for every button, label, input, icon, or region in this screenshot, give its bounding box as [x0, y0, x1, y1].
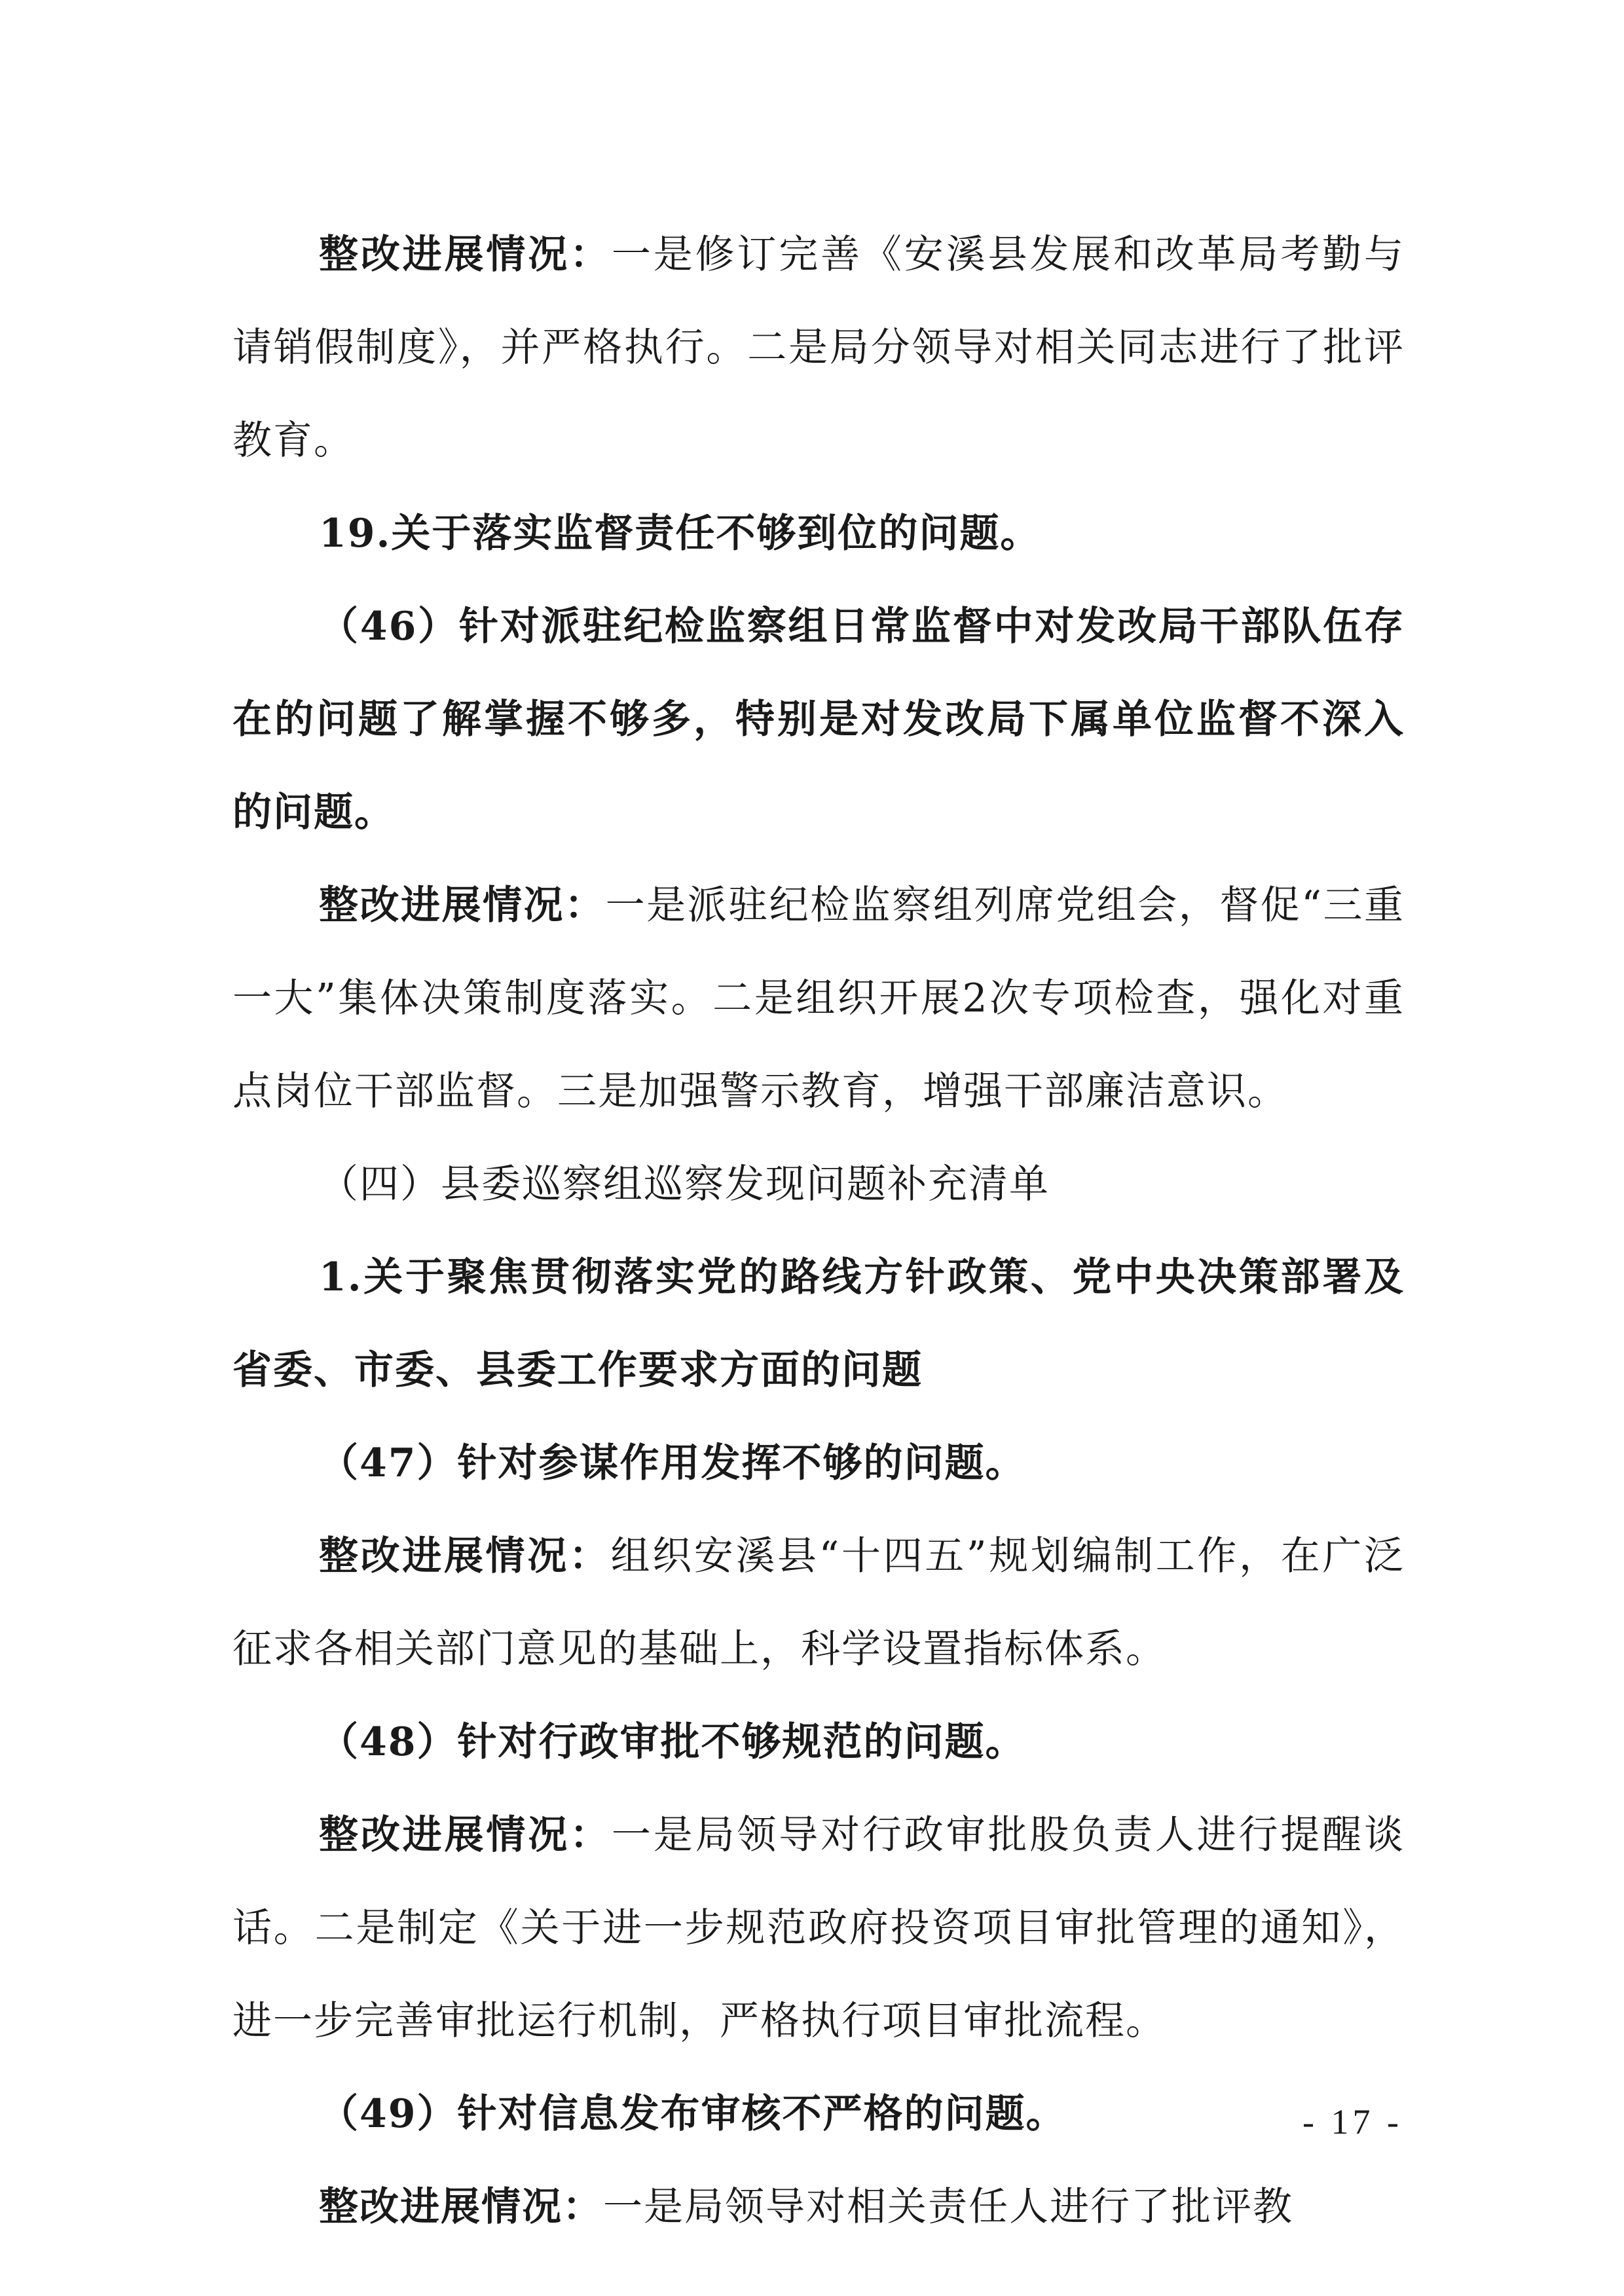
page-number: - 17 -: [1302, 2102, 1403, 2141]
issue-heading-46: [232, 580, 1405, 859]
paragraph-text: （四）县委巡察组巡察发现问题补充清单: [319, 1161, 1050, 1207]
paragraph-p12: [232, 2160, 1405, 2253]
paragraph-text: （49）针对信息发布审核不严格的问题。: [319, 2091, 1067, 2137]
paragraph-text: 19.关于落实监督责任不够到位的问题。: [319, 511, 1041, 556]
paragraph-text: （46）针对派驻纪检监察组日常监督中对发改局干部队伍存在的问题了解掌握不够多，特别是对发改局下属单位监督不深入的问题。: [232, 604, 1405, 835]
progress-lead-label: 整改进展情况：: [319, 1812, 612, 1858]
progress-lead-label: 整改进展情况：: [319, 232, 612, 278]
paragraph-text: 1.关于聚焦贯彻落实党的路线方针政策、党中央决策部署及省委、市委、县委工作要求方面的问题: [232, 1254, 1405, 1393]
paragraph-text: （48）针对行政审批不够规范的问题。: [319, 1719, 1026, 1765]
progress-lead-label: 整改进展情况：: [319, 2184, 603, 2230]
progress-lead-label: 整改进展情况：: [319, 883, 606, 928]
paragraph-text: 组织安溪县“十四五”规划编制工作，在广泛征求各相关部门意见的基础上，科学设置指标体系。: [232, 1533, 1405, 1672]
issue-heading-49: [232, 2068, 1405, 2160]
paragraph-p1: [232, 208, 1405, 487]
issue-heading-47: [232, 1417, 1405, 1510]
section-heading-19: [232, 487, 1405, 580]
paragraph-text: 一是局领导对相关责任人进行了批评教: [603, 2184, 1293, 2230]
paragraph-text: 一是修订完善《安溪县发展和改革局考勤与请销假制度》，并严格执行。二是局分领导对相关同志进行了批评教育。: [232, 232, 1405, 464]
paragraph-text: 一是派驻纪检监察组列席党组会，督促“三重一大”集体决策制度落实。二是组织开展2次专项检查，强化对重点岗位干部监督。三是加强警示教育，增强干部廉洁意识。: [232, 883, 1405, 1114]
subsection-title-four: [232, 1138, 1405, 1231]
paragraph-text: （47）针对参谋作用发挥不够的问题。: [319, 1440, 1026, 1486]
paragraph-text: 一是局领导对行政审批股负责人进行提醒谈话。二是制定《关于进一步规范政府投资项目审批管理的通知》，进一步完善审批运行机制，严格执行项目审批流程。: [232, 1812, 1405, 2044]
paragraph-p4: [232, 859, 1405, 1138]
progress-lead-label: 整改进展情况：: [319, 1533, 611, 1579]
document-body: [232, 208, 1405, 2253]
paragraph-p10: [232, 1789, 1405, 2068]
section-heading-1: [232, 1231, 1405, 1417]
issue-heading-48: [232, 1696, 1405, 1789]
paragraph-p8: [232, 1510, 1405, 1696]
